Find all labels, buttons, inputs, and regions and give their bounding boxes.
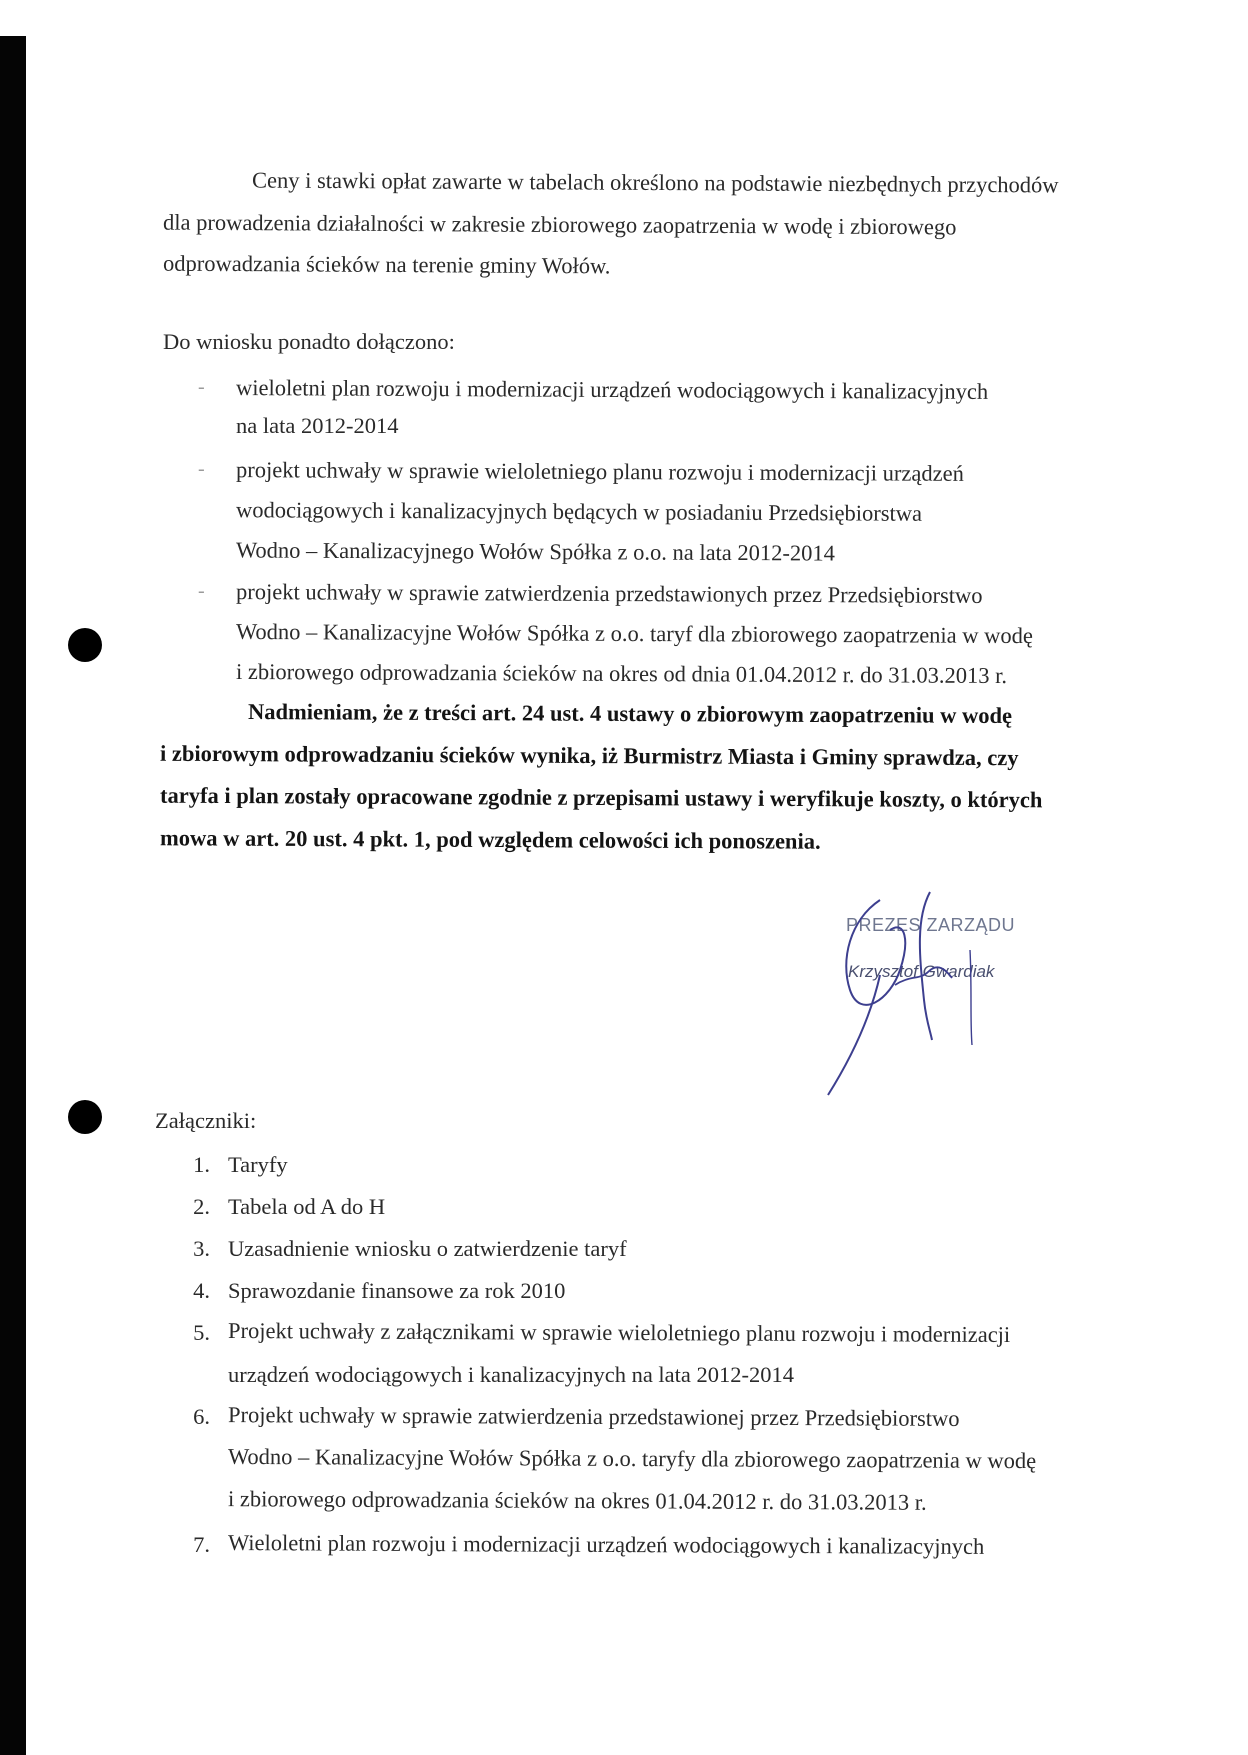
attached-item-line: Wodno – Kanalizacyjne Wołów Spółka z o.o. taryf dla zbiorowego zaopatrzenia w wodę bbox=[235, 618, 1034, 649]
appendix-item-line: urządzeń wodociągowych i kanalizacyjnych na lata 2012-2014 bbox=[228, 1362, 795, 1387]
list-dash: - bbox=[198, 580, 205, 602]
list-dash: - bbox=[198, 458, 205, 480]
appendix-number: 3. bbox=[193, 1236, 210, 1261]
appendix-number: 7. bbox=[193, 1532, 210, 1557]
appendix-item-line: Projekt uchwały z załącznikami w sprawie wieloletniego planu rozwoju i modernizacji bbox=[227, 1317, 1011, 1348]
appendix-item-line: Tabela od A do H bbox=[228, 1194, 386, 1219]
notice-line: taryfa i plan zostały opracowane zgodnie z przepisami ustawy i weryfikuje koszty, o których bbox=[159, 782, 1043, 813]
appendices-heading: Załączniki: bbox=[155, 1108, 257, 1133]
appendix-item-line: Uzasadnienie wniosku o zatwierdzenie taryf bbox=[228, 1236, 627, 1261]
stamp-title: PREZES ZARZĄDU bbox=[846, 915, 1016, 935]
intro-line: Ceny i stawki opłat zawarte w tabelach określono na podstawie niezbędnych przychodów bbox=[251, 167, 1059, 198]
appendix-number: 5. bbox=[193, 1320, 210, 1345]
appendix-number: 2. bbox=[193, 1194, 210, 1219]
appendix-item-line: i zbiorowego odprowadzania ścieków na okres 01.04.2012 r. do 31.03.2013 r. bbox=[227, 1486, 927, 1515]
attached-heading: Do wniosku ponadto dołączono: bbox=[163, 329, 455, 354]
attached-item-line: projekt uchwały w sprawie zatwierdzenia przedstawionych przez Przedsiębiorstwo bbox=[235, 579, 983, 608]
notice-line: Nadmieniam, że z treści art. 24 ust. 4 ustawy o zbiorowym zaopatrzeniu w wodę bbox=[247, 698, 1013, 729]
appendix-item-line: Wodno – Kanalizacyjne Wołów Spółka z o.o. taryfy dla zbiorowego zaopatrzenia w wodę bbox=[227, 1443, 1037, 1474]
attached-item-line: i zbiorowego odprowadzania ścieków na okres od dnia 01.04.2012 r. do 31.03.2013 r. bbox=[235, 658, 1008, 689]
signature-graphic bbox=[820, 880, 1000, 1100]
list-dash: - bbox=[198, 376, 205, 398]
attached-item-line: wieloletni plan rozwoju i modernizacji urządzeń wodociągowych i kanalizacyjnych bbox=[235, 375, 989, 404]
appendix-item-line: Projekt uchwały w sprawie zatwierdzenia przedstawionej przez Przedsiębiorstwo bbox=[227, 1402, 960, 1431]
appendix-number: 4. bbox=[193, 1278, 210, 1303]
notice-line: i zbiorowym odprowadzaniu ścieków wynika, iż Burmistrz Miasta i Gminy sprawdza, czy bbox=[159, 740, 1019, 771]
intro-line: dla prowadzenia działalności w zakresie zbiorowego zaopatrzenia w wodę i zbiorowego bbox=[162, 209, 957, 240]
stamp-name: Krzysztof Gwardiak bbox=[848, 962, 995, 981]
attached-item-line: wodociągowych i kanalizacyjnych będących w posiadaniu Przedsiębiorstwa bbox=[235, 497, 923, 526]
appendix-item-line: Taryfy bbox=[228, 1152, 288, 1177]
appendix-item-line: Sprawozdanie finansowe za rok 2010 bbox=[228, 1278, 566, 1303]
attached-item-line: na lata 2012-2014 bbox=[236, 413, 399, 438]
notice-line: mowa w art. 20 ust. 4 pkt. 1, pod względem celowości ich ponoszenia. bbox=[159, 825, 821, 854]
appendix-number: 1. bbox=[193, 1152, 210, 1177]
appendix-number: 6. bbox=[193, 1404, 210, 1429]
intro-line: odprowadzania ścieków na terenie gminy Wołów. bbox=[162, 250, 611, 279]
appendix-item-line: Wieloletni plan rozwoju i modernizacji urządzeń wodociągowych i kanalizacyjnych bbox=[227, 1530, 985, 1559]
attached-item-line: projekt uchwały w sprawie wieloletniego planu rozwoju i modernizacji urządzeń bbox=[235, 457, 964, 486]
attached-item-line: Wodno – Kanalizacyjnego Wołów Spółka z o.o. na lata 2012-2014 bbox=[235, 537, 836, 566]
